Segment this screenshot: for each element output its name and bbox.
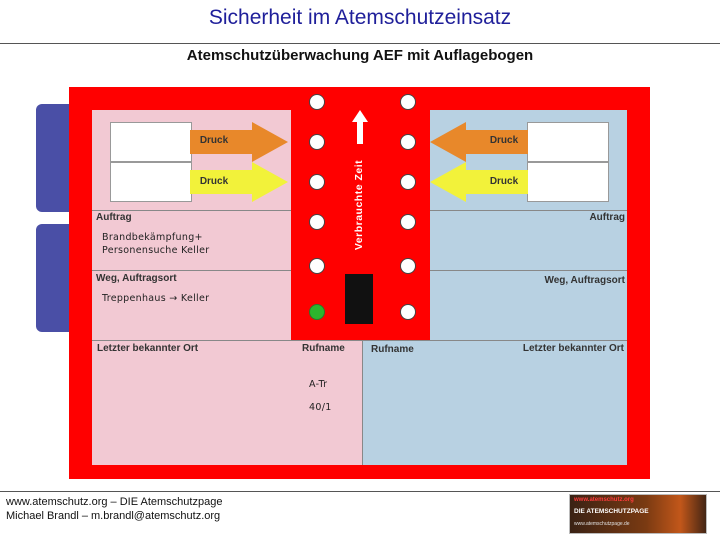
- divider: [430, 210, 627, 211]
- header-divider: [0, 43, 720, 44]
- page-title: Sicherheit im Atemschutzeinsatz: [208, 6, 512, 29]
- time-slot-dot[interactable]: [400, 174, 416, 190]
- weg-label-right: Weg, Auftragsort: [544, 275, 625, 286]
- time-slot-dot[interactable]: [400, 214, 416, 230]
- divider: [92, 270, 291, 271]
- weg-label-left: Weg, Auftragsort: [96, 273, 177, 284]
- time-label: Verbrauchte Zeit: [353, 159, 365, 251]
- time-slot-dot[interactable]: [309, 174, 325, 190]
- rufname-label-right: Rufname: [371, 344, 414, 355]
- time-marker-slider[interactable]: [345, 274, 373, 324]
- pressure-label-left-1: Druck: [199, 135, 229, 146]
- footer-divider: [0, 491, 720, 492]
- divider: [92, 340, 627, 341]
- divider: [430, 270, 627, 271]
- auftrag-value-line2: Personensuche Keller: [102, 245, 210, 256]
- letzter-ort-label-left: Letzter bekannter Ort: [97, 343, 199, 354]
- rufname-value-line1: A-Tr: [309, 379, 328, 390]
- footer-line-1: www.atemschutz.org – DIE Atemschutzpage: [6, 496, 223, 508]
- time-slot-dot[interactable]: [309, 214, 325, 230]
- left-bottom-panel: [92, 340, 298, 465]
- pressure-label-right-2: Druck: [489, 176, 519, 187]
- time-slot-dot[interactable]: [400, 134, 416, 150]
- pressure-label-left-2: Druck: [199, 176, 229, 187]
- pressure-field-1[interactable]: [110, 122, 192, 162]
- time-slot-dot[interactable]: [400, 304, 416, 320]
- time-slot-dot[interactable]: [309, 94, 325, 110]
- time-slot-dot[interactable]: [309, 134, 325, 150]
- divider: [92, 210, 291, 211]
- rufname-label-left: Rufname: [302, 343, 345, 354]
- time-up-arrow-icon: [350, 110, 370, 144]
- footer-line-2: Michael Brandl – m.brandl@atemschutz.org: [6, 510, 221, 522]
- right-bottom-panel: [362, 340, 627, 465]
- time-slot-dot[interactable]: [400, 258, 416, 274]
- auftrag-label-left: Auftrag: [96, 212, 132, 223]
- atemschutz-logo: [569, 494, 707, 534]
- rufname-value-line2: 40/1: [309, 402, 332, 413]
- auftrag-label-right: Auftrag: [589, 212, 625, 223]
- pressure-field-3[interactable]: [527, 122, 609, 162]
- logo-line-2: DIE ATEMSCHUTZPAGE: [574, 508, 649, 515]
- active-time-dot[interactable]: [309, 304, 325, 320]
- divider: [362, 340, 363, 465]
- time-slot-dot[interactable]: [309, 258, 325, 274]
- time-slot-dot[interactable]: [400, 94, 416, 110]
- letzter-ort-label-right: Letzter bekannter Ort: [522, 343, 624, 354]
- pressure-field-2[interactable]: [110, 162, 192, 202]
- logo-line-3: www.atemschutzpage.de: [574, 521, 630, 527]
- page-subtitle: Atemschutzüberwachung AEF mit Auflagebogen: [186, 47, 534, 64]
- pressure-label-right-1: Druck: [489, 135, 519, 146]
- weg-value: Treppenhaus → Keller: [102, 293, 210, 304]
- footer-text: [6, 495, 222, 523]
- logo-line-1: www.atemschutz.org: [574, 497, 634, 503]
- auftrag-value-line1: Brandbekämpfung+: [102, 232, 203, 243]
- pressure-field-4[interactable]: [527, 162, 609, 202]
